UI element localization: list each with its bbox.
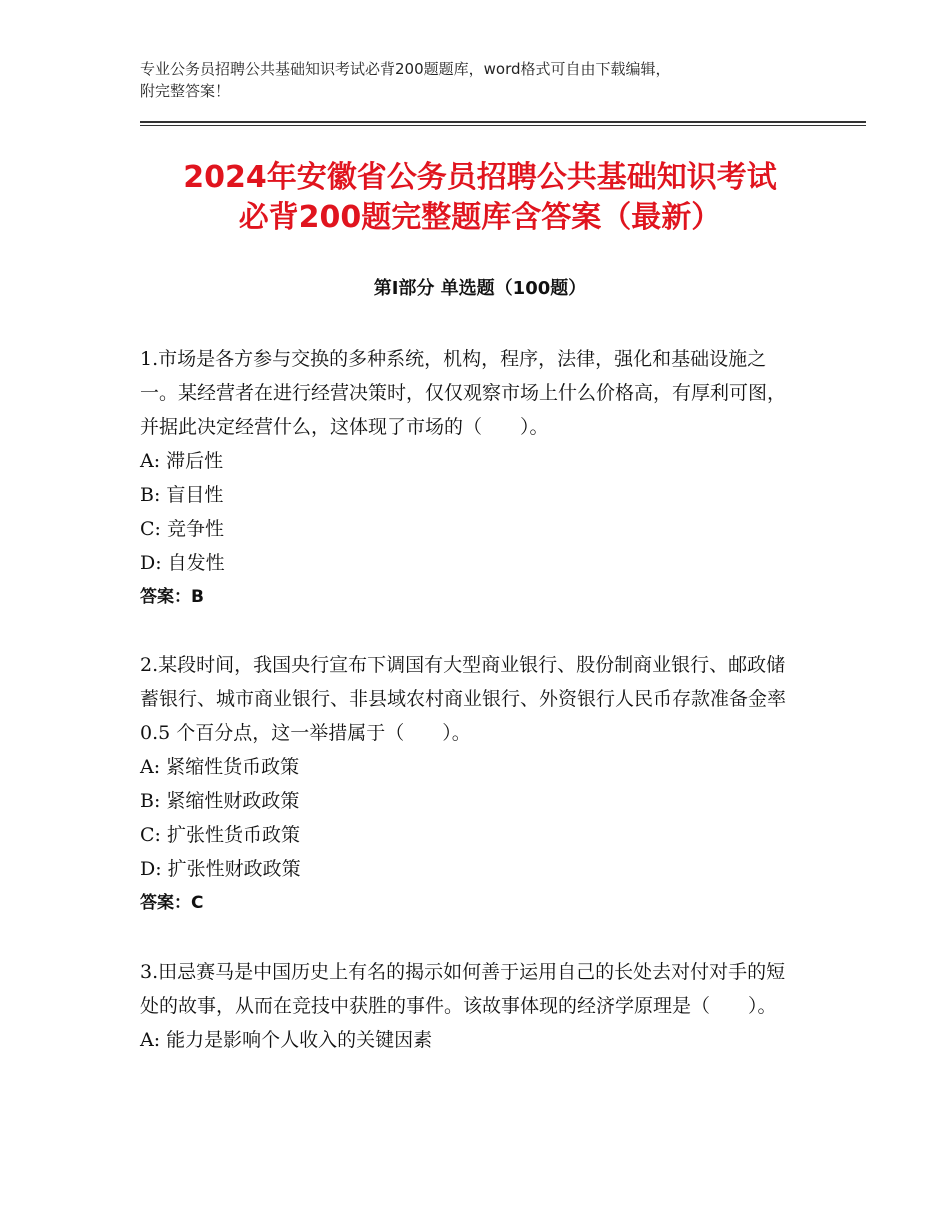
section-heading: 第Ⅰ部分 单选题（100题） bbox=[373, 278, 587, 299]
option-a: A: 能力是影响个人收入的关键因素 bbox=[140, 1029, 433, 1051]
option-c: C: 竞争性 bbox=[140, 518, 224, 540]
question-2 bbox=[140, 648, 804, 920]
answer: 答案：B bbox=[140, 587, 204, 607]
option-d: D: 自发性 bbox=[140, 552, 225, 574]
option-b: B: 紧缩性财政政策 bbox=[140, 790, 300, 812]
header-note-line-2: 附完整答案！ bbox=[140, 82, 231, 100]
question-3 bbox=[140, 955, 804, 1057]
option-a: A: 紧缩性货币政策 bbox=[140, 756, 300, 778]
question-stem: 3.田忌赛马是中国历史上有名的揭示如何善于运用自己的长处去对付对手的短处的故事，从而在竞技中获胜的事件。该故事体现的经济学原理是（ ）。 bbox=[140, 961, 786, 1017]
header-rule-thick bbox=[140, 121, 866, 123]
option-d: D: 扩张性财政政策 bbox=[140, 858, 301, 880]
option-c: C: 扩张性货币政策 bbox=[140, 824, 300, 846]
header-rule-thin bbox=[140, 125, 866, 126]
question-stem: 1.市场是各方参与交换的多种系统，机构，程序，法律，强化和基础设施之一。某经营者在进行经营决策时，仅仅观察市场上什么价格高，有厚利可图，并据此决定经营什么，这体现了市场的（ ）。 bbox=[140, 348, 787, 438]
document-title-line-2: 必背200题完整题库含答案（最新） bbox=[238, 200, 722, 235]
header-note-line-1: 专业公务员招聘公共基础知识考试必背200题题库，word格式可自由下载编辑， bbox=[140, 60, 671, 78]
option-b: B: 盲目性 bbox=[140, 484, 224, 506]
document-title bbox=[140, 158, 820, 238]
document-title-line-1: 2024年安徽省公务员招聘公共基础知识考试 bbox=[183, 160, 777, 195]
option-a: A: 滞后性 bbox=[140, 450, 224, 472]
header-note bbox=[140, 58, 820, 102]
question-stem: 2.某段时间，我国央行宣布下调国有大型商业银行、股份制商业银行、邮政储蓄银行、城市商业银行、非县域农村商业银行、外资银行人民币存款准备金率 0.5 个百分点，这一举措属于（ ）。 bbox=[140, 654, 787, 744]
question-1 bbox=[140, 342, 804, 614]
answer: 答案：C bbox=[140, 893, 204, 913]
